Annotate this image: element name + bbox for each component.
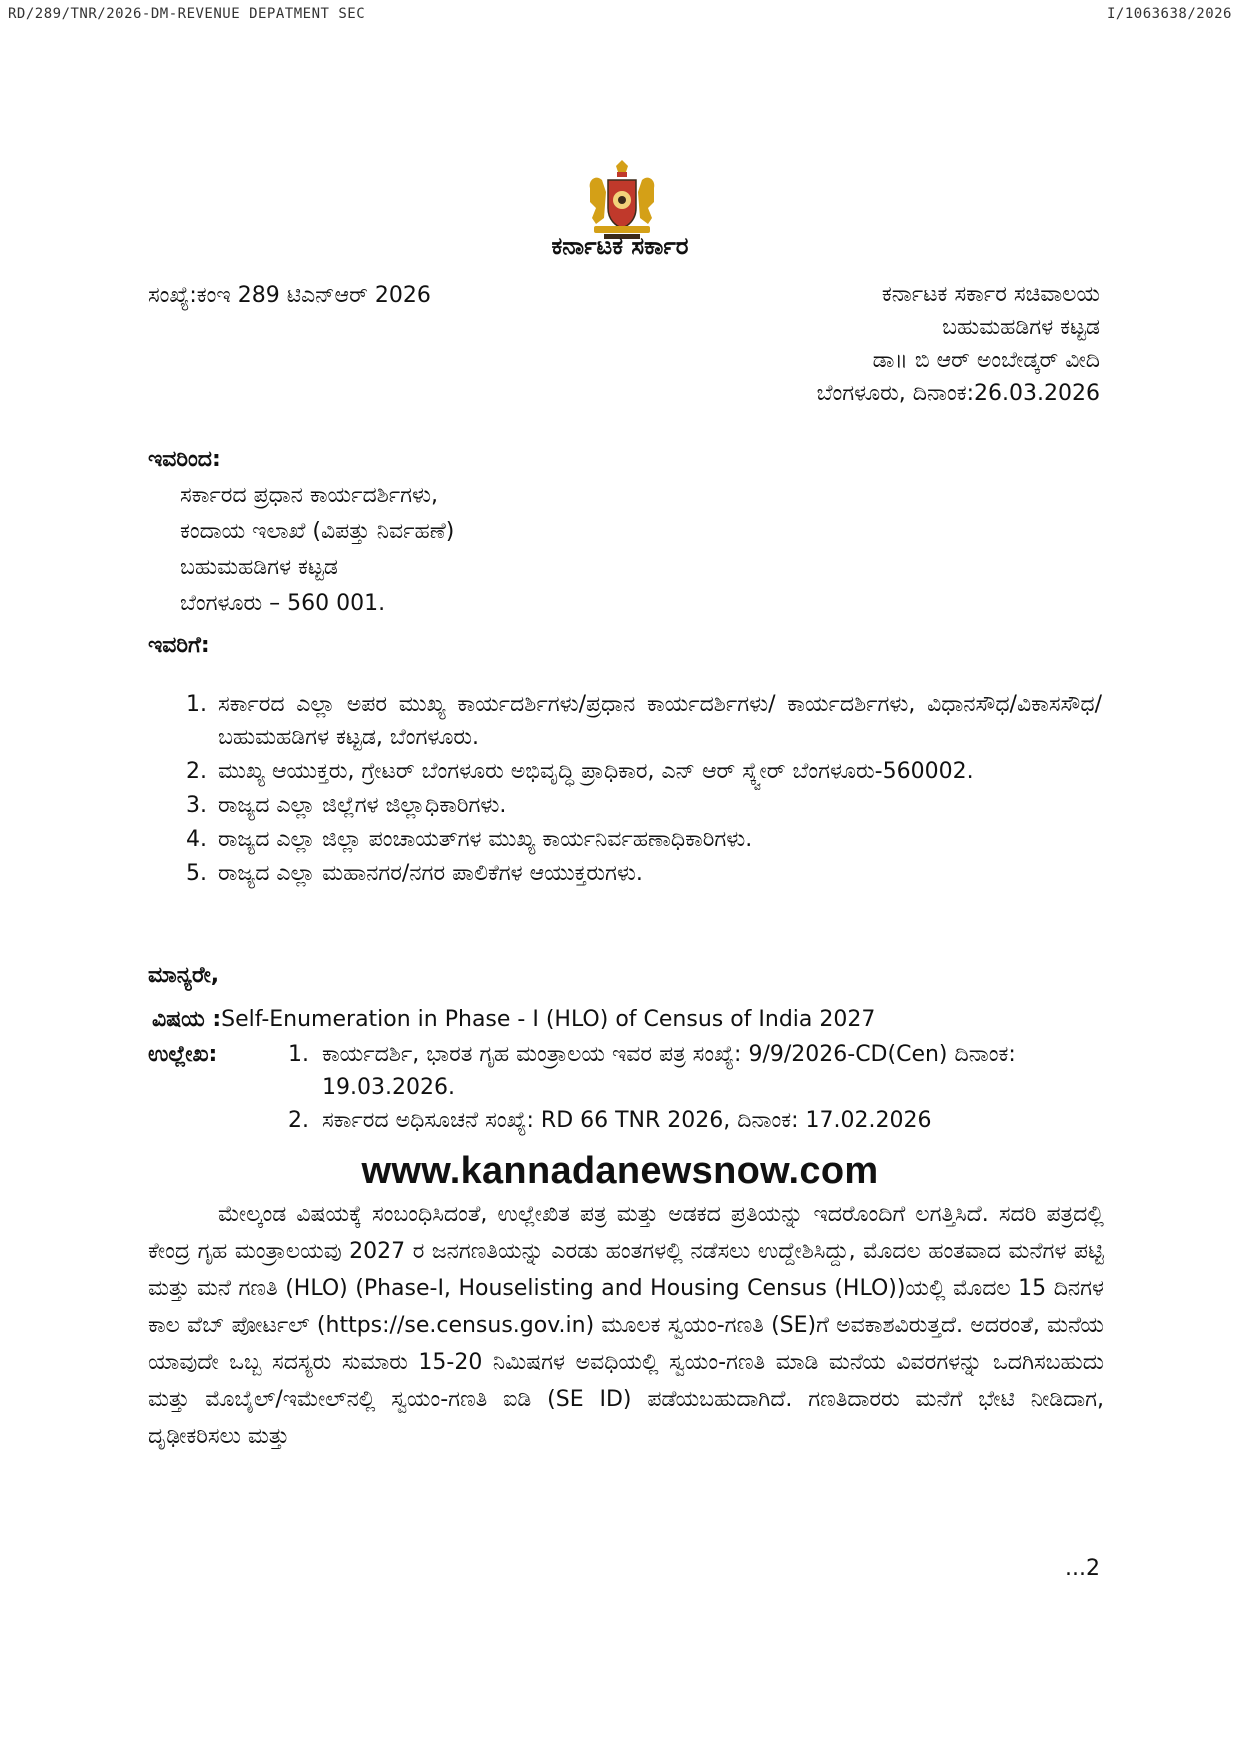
list-item xyxy=(186,755,1102,788)
item-number: 4. xyxy=(186,827,207,852)
item-number: 2. xyxy=(186,759,207,784)
list-item xyxy=(186,688,1102,754)
address-line: ಕರ್ನಾಟಕ ಸರ್ಕಾರ ಸಚಿವಾಲಯ xyxy=(881,282,1100,307)
karnataka-state-emblem-icon xyxy=(580,158,664,242)
to-label: ಇವರಿಗೆ: xyxy=(148,633,210,658)
address-line: ಡಾ॥ ಬಿ ಆರ್ ಅಂಬೇಡ್ಕರ್ ವೀದಿ xyxy=(872,348,1100,373)
from-label: ಇವರಿಂದ: xyxy=(148,447,221,472)
from-line: ಸರ್ಕಾರದ ಪ್ರಧಾನ ಕಾರ್ಯದರ್ಶಿಗಳು, xyxy=(180,483,438,508)
references-label: ಉಲ್ಲೇಖ: xyxy=(148,1042,218,1067)
body-paragraph: ಮೇಲ್ಕಂಡ ವಿಷಯಕ್ಕೆ ಸಂಬಂಧಿಸಿದಂತೆ, ಉಲ್ಲೇಖಿತ ಪತ್ರ ಮತ್ತು ಅಡಕದ ಪ್ರತಿಯನ್ನು ಇದರೊಂದಿಗೆ ಲಗತ್ತಿಸಿದೆ. ಸದರಿ ಪತ್ರದಲ್ಲಿ ಕೇಂದ್ರ ಗೃಹ ಮಂತ್ರಾಲಯವು 2027 ರ ಜನಗಣತಿಯನ್ನು ಎರಡು ಹಂತಗಳಲ್ಲಿ ನಡೆಸಲು ಉದ್ದೇಶಿಸಿದ್ದು, ಮೊದಲ ಹಂತವಾದ ಮನೆಗಳ ಪಟ್ಟಿ ಮತ್ತು ಮನೆ ಗಣತಿ (HLO) (Phase-I, Houselisting and Housing Census (HLO))ಯಲ್ಲಿ ಮೊದಲ 15 ದಿನಗಳ ಕಾಲ ವೆಬ್ ಪೋರ್ಟಲ್ (https://se.census.gov.in) ಮೂಲಕ ಸ್ವಯಂ-ಗಣತಿ (SE)ಗೆ ಅವಕಾಶವಿರುತ್ತದೆ. ಅದರಂತೆ, ಮನೆಯ ಯಾವುದೇ ಒಬ್ಬ ಸದಸ್ಯರು ಸುಮಾರು 15-20 ನಿಮಿಷಗಳ ಅವಧಿಯಲ್ಲಿ ಸ್ವಯಂ-ಗಣತಿ ಮಾಡಿ ಮನೆಯ ವಿವರಗಳನ್ನು ಒದಗಿಸಬಹುದು ಮತ್ತು ಮೊಬೈಲ್/ಇಮೇಲ್‌ನಲ್ಲಿ ಸ್ವಯಂ-ಗಣತಿ ಐಡಿ (SE ID) ಪಡೆಯಬಹುದಾಗಿದೆ. ಗಣತಿದಾರರು ಮನೆಗೆ ಭೇಟಿ ನೀಡಿದಾಗ, ದೃಢೀಕರಿಸಲು ಮತ್ತು xyxy=(148,1202,1104,1449)
from-block xyxy=(180,478,454,622)
reference-item xyxy=(148,1038,1104,1104)
government-title: ಕರ್ನಾಟಕ ಸರ್ಕಾರ xyxy=(551,232,689,260)
salutation: ಮಾನ್ಯರೇ, xyxy=(148,963,220,988)
reference-item xyxy=(148,1104,1104,1137)
item-number: 3. xyxy=(186,793,207,818)
subject-label: ವಿಷಯ : xyxy=(152,1007,222,1032)
order-number: ಸಂಖ್ಯೆ:ಕಂಇ 289 ಟಿಎನ್‌ಆರ್ 2026 xyxy=(148,283,431,308)
page-continuation: ...2 xyxy=(1065,1556,1100,1581)
reference-number: 2. xyxy=(288,1108,309,1133)
reference-text: ಸರ್ಕಾರದ ಅಧಿಸೂಚನೆ ಸಂಖ್ಯೆ: RD 66 TNR 2026, ದಿನಾಂಕ: 17.02.2026 xyxy=(322,1108,932,1133)
recipient-list xyxy=(186,688,1102,891)
references xyxy=(148,1038,1104,1137)
item-number: 1. xyxy=(186,692,207,717)
list-item xyxy=(186,857,1102,890)
subject-line xyxy=(152,1002,875,1038)
watermark-url: www.kannadanewsnow.com xyxy=(361,1150,879,1192)
reference-number: 1. xyxy=(288,1042,309,1067)
address-line: ಬಹುಮಹಡಿಗಳ ಕಟ್ಟಡ xyxy=(942,315,1100,340)
file-reference: RD/289/TNR/2026-DM-REVENUE DEPATMENT SEC xyxy=(8,6,366,22)
item-text: ರಾಜ್ಯದ ಎಲ್ಲಾ ಜಿಲ್ಲಾ ಪಂಚಾಯತ್‌ಗಳ ಮುಖ್ಯ ಕಾರ್ಯನಿರ್ವಹಣಾಧಿಕಾರಿಗಳು. xyxy=(218,827,753,852)
list-item xyxy=(186,789,1102,822)
item-text: ಸರ್ಕಾರದ ಎಲ್ಲಾ ಅಪರ ಮುಖ್ಯ ಕಾರ್ಯದರ್ಶಿಗಳು/ಪ್ರಧಾನ ಕಾರ್ಯದರ್ಶಿಗಳು/ ಕಾರ್ಯದರ್ಶಿಗಳು, ವಿಧಾನಸೌಧ/ವಿಕಾಸಸೌಧ/ ಬಹುಮಹಡಿಗಳ ಕಟ್ಟಡ, ಬೆಂಗಳೂರು. xyxy=(218,692,1102,750)
item-text: ರಾಜ್ಯದ ಎಲ್ಲಾ ಮಹಾನಗರ/ನಗರ ಪಾಲಿಕೆಗಳ ಆಯುಕ್ತರುಗಳು. xyxy=(218,861,643,886)
list-item xyxy=(186,823,1102,856)
office-address xyxy=(817,278,1100,410)
subject-text: Self-Enumeration in Phase - I (HLO) of Census of India 2027 xyxy=(221,1007,876,1032)
item-text: ಮುಖ್ಯ ಆಯುಕ್ತರು, ಗ್ರೇಟರ್ ಬೆಂಗಳೂರು ಅಭಿವೃದ್ಧಿ ಪ್ರಾಧಿಕಾರ, ಎನ್ ಆರ್ ಸ್ಕ್ವೇರ್ ಬೆಂಗಳೂರು-560002. xyxy=(218,759,974,784)
address-line: ಬೆಂಗಳೂರು, ದಿನಾಂಕ:26.03.2026 xyxy=(816,381,1100,406)
reference-text: ಕಾರ್ಯದರ್ಶಿ, ಭಾರತ ಗೃಹ ಮಂತ್ರಾಲಯ ಇವರ ಪತ್ರ ಸಂಖ್ಯೆ: 9/9/2026-CD(Cen) ದಿನಾಂಕ: 19.03.2026. xyxy=(322,1042,1016,1100)
from-line: ಕಂದಾಯ ಇಲಾಖೆ (ವಿಪತ್ತು ನಿರ್ವಹಣೆ) xyxy=(180,519,455,544)
item-text: ರಾಜ್ಯದ ಎಲ್ಲಾ ಜಿಲ್ಲೆಗಳ ಜಿಲ್ಲಾಧಿಕಾರಿಗಳು. xyxy=(218,793,507,818)
document-id: I/1063638/2026 xyxy=(1106,6,1232,22)
from-line: ಬೆಂಗಳೂರು – 560 001. xyxy=(180,591,386,616)
from-line: ಬಹುಮಹಡಿಗಳ ಕಟ್ಟಡ xyxy=(180,555,338,580)
item-number: 5. xyxy=(186,861,207,886)
